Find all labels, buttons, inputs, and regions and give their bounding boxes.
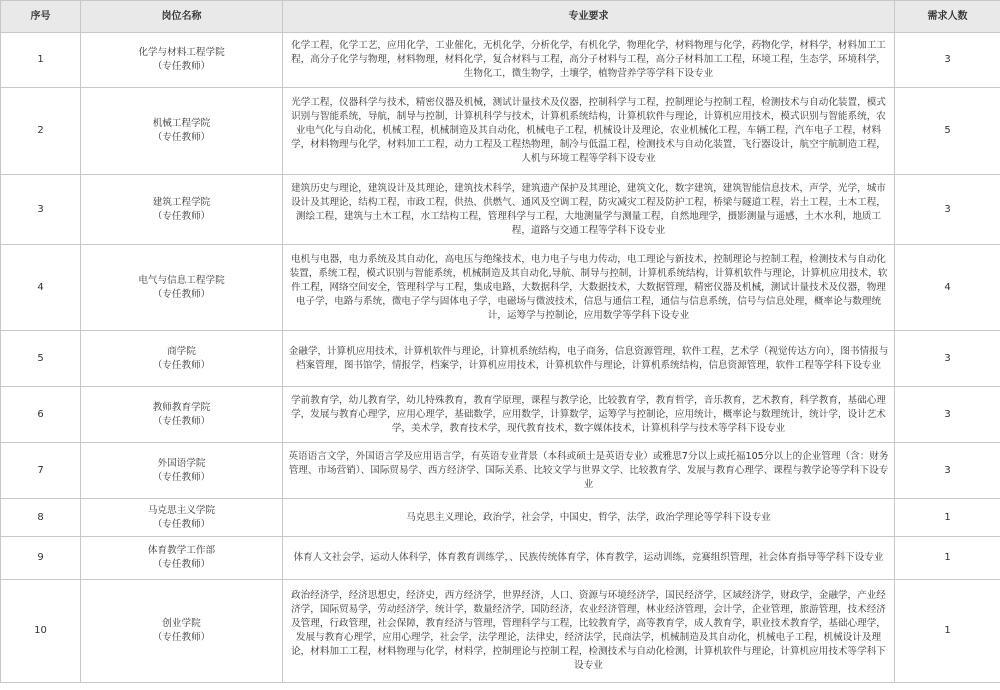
college-name: 化学与材料工程学院 (138, 47, 225, 58)
position-role: （专任教师） (152, 471, 211, 483)
row-position (81, 387, 283, 443)
row-index: 5 (1, 331, 81, 387)
row-requirement: 化学工程，化学工艺，应用化学，工业催化，无机化学，分析化学，有机化学，物理化学，材料物理与化学，药物化学，材料学，材料加工工程，高分子化学与物理，材料物理，材料化学，复合材料与工程，高分子材料与工程，高分子材料加工工程，环境工程，生态学，环境科学，生物化工，微生物学，土壤学，植物营养学等学科下设专业 (283, 33, 895, 88)
row-index: 7 (1, 443, 81, 499)
position-role: （专任教师） (152, 559, 211, 570)
row-requirement: 马克思主义理论，政治学，社会学，中国史，哲学，法学，政治学理论等学科下设专业 (283, 499, 895, 537)
college-name: 教师教育学院 (152, 401, 211, 413)
position-role: （专任教师） (152, 518, 211, 530)
table-row (1, 33, 1000, 88)
row-requirement: 建筑历史与理论，建筑设计及其理论，建筑技术科学，建筑遗产保护及其理论，建筑文化，数字建筑，建筑智能信息技术，声学，光学，城市设计及其理论，结构工程，市政工程，供热、供燃气、通风及空调工程，防灾减灾工程及防护工程，桥梁与隧道工程，岩土工程，土木工程，测绘工程，建筑与土木工程，水工结构工程，管理科学与工程，大地测量学与测量工程，自然地理学，摄影测量与遥感，土木水利，地质工程，道路与交通工程等学科下设专业 (283, 175, 895, 245)
row-count: 3 (895, 387, 1000, 443)
position-role: （专任教师） (152, 61, 211, 72)
table-row (1, 331, 1000, 387)
row-requirement: 光学工程，仪器科学与技术，精密仪器及机械，测试计量技术及仪器，控制科学与工程，控制理论与控制工程，检测技术与自动化装置，模式识别与智能系统，导航，制导与控制，计算机科学与技术，计算机系统结构，计算机软件与理论，计算机应用技术，模式识别与智能系统，农业电气化与自动化，机械工程，机械制造及其自动化，机械电子工程，机械设计及理论，农业机械化工程，车辆工程，汽车电子工程，材料学，材料物理与化学，材料加工工程，动力工程及工程热物理，制冷与低温工程，检测技术与自动化装置，飞行器设计，航空宇航制造工程，人机与环境工程等学科下设专业 (283, 88, 895, 175)
row-position (81, 443, 283, 499)
header-position: 岗位名称 (81, 1, 283, 33)
position-role: （专任教师） (152, 210, 211, 222)
row-position (81, 245, 283, 331)
row-requirement: 政治经济学，经济思想史，经济史，西方经济学，世界经济，人口、资源与环境经济学，国民经济学，区域经济学，财政学，金融学，产业经济学，国际贸易学，劳动经济学，统计学，数量经济学，国防经济，农业经济管理，林业经济管理，会计学，企业管理，旅游管理，技术经济及管理，行政管理，社会保障，教育经济与管理，管理科学与工程，比较教育学，高等教育学，成人教育学，职业技术教育学，基础心理学，发展与教育心理学，应用心理学，社会学，法学理论，法律史，经济法学，民商法学，机械制造及其自动化，机械电子工程，机械设计及理论，材料加工工程，材料物理与化学，材料学，控制理论与控制工程，检测技术与自动化检测，计算机软件与理论，计算机应用技术等学科下设专业 (283, 580, 895, 683)
college-name: 电气与信息工程学院 (138, 274, 225, 286)
row-count: 3 (895, 331, 1000, 387)
row-count: 3 (895, 175, 1000, 245)
row-index: 2 (1, 88, 81, 175)
table-row (1, 580, 1000, 683)
row-index: 1 (1, 33, 81, 88)
row-index: 3 (1, 175, 81, 245)
table-row (1, 175, 1000, 245)
position-role: （专任教师） (152, 288, 211, 300)
row-count: 1 (895, 580, 1000, 683)
row-count: 5 (895, 88, 1000, 175)
college-name: 建筑工程学院 (152, 196, 211, 208)
row-requirement: 体育人文社会学，运动人体科学，体育教育训练学，、民族传统体育学，体育教学，运动训练，竞赛组织管理，社会体育指导等学科下设专业 (283, 537, 895, 580)
college-name: 马克思主义学院 (147, 504, 216, 516)
position-role: （专任教师） (152, 132, 211, 143)
college-name: 创业学院 (162, 618, 201, 629)
row-count: 4 (895, 245, 1000, 331)
row-requirement: 金融学，计算机应用技术，计算机软件与理论，计算机系统结构，电子商务，信息资源管理，软件工程，艺术学（视觉传达方向），图书情报与档案管理，图书馆学，情报学，档案学，计算机应用技术，计算机软件与理论，计算机系统结构，信息资源管理，软件工程等学科下设专业 (283, 331, 895, 387)
header-index: 序号 (1, 1, 81, 33)
row-position (81, 33, 283, 88)
table-row (1, 387, 1000, 443)
row-requirement: 电机与电器，电力系统及其自动化，高电压与绝缘技术，电力电子与电力传动，电工理论与新技术，控制理论与控制工程，检测技术与自动化装置，系统工程，模式识别与智能系统，机械制造及其自动化,导航、制导与控制，计算机系统结构，计算机软件与理论，计算机应用技术，软件工程，网络空间安全，管理科学与工程，集成电路，大数据科学，大数据技术，大数据管理，精密仪器及机械，测试计量技术及仪器，物理电子学，电路与系统，微电子学与固体电子学，电磁场与微波技术，信息与通信工程，通信与信息系统，信号与信息处理，概率论与数理统计，运筹学与控制论，应用数学等学科下设专业 (283, 245, 895, 331)
college-name: 商学院 (167, 345, 196, 357)
row-position (81, 499, 283, 537)
row-index: 9 (1, 537, 81, 580)
table-row (1, 88, 1000, 175)
table-body (1, 33, 1000, 683)
header-requirement: 专业要求 (283, 1, 895, 33)
row-position (81, 88, 283, 175)
row-count: 1 (895, 537, 1000, 580)
position-role: （专任教师） (152, 415, 211, 427)
row-position (81, 175, 283, 245)
row-position (81, 537, 283, 580)
row-index: 8 (1, 499, 81, 537)
row-count: 3 (895, 443, 1000, 499)
row-requirement: 英语语言文学，外国语言学及应用语言学，有英语专业背景（本科或硕士是英语专业）或雅思7分以上或托福105分以上的企业管理（含：财务管理、市场营销）、国际贸易学、西方经济学、国际关系、比较文学与世界文学、比较教育学、发展与教育心理学、课程与教学论等学科下设专业 (283, 443, 895, 499)
table-row (1, 537, 1000, 580)
row-index: 6 (1, 387, 81, 443)
row-position (81, 331, 283, 387)
row-position (81, 580, 283, 683)
position-role: （专任教师） (152, 359, 211, 371)
college-name: 机械工程学院 (152, 118, 211, 129)
table-row (1, 499, 1000, 537)
college-name: 体育教学工作部 (147, 545, 216, 556)
position-role: （专任教师） (152, 632, 211, 643)
row-index: 4 (1, 245, 81, 331)
table-header-row (1, 1, 1000, 33)
row-requirement: 学前教育学，幼儿教育学，幼儿特殊教育，教育学原理，课程与教学论，比较教育学，教育哲学，音乐教育，艺术教育，科学教育，基础心理学，发展与教育心理学，应用心理学，基础数学，应用数学，计算数学，运筹学与控制论，应用统计，概率论与数理统计，统计学，设计艺术学，美术学，教育技术学，现代教育技术，数字媒体技术，计算机科学与技术等学科下设专业 (283, 387, 895, 443)
row-index: 10 (1, 580, 81, 683)
table-row (1, 443, 1000, 499)
college-name: 外国语学院 (157, 457, 206, 469)
row-count: 1 (895, 499, 1000, 537)
table-row (1, 245, 1000, 331)
header-count: 需求人数 (895, 1, 1000, 33)
row-count: 3 (895, 33, 1000, 88)
